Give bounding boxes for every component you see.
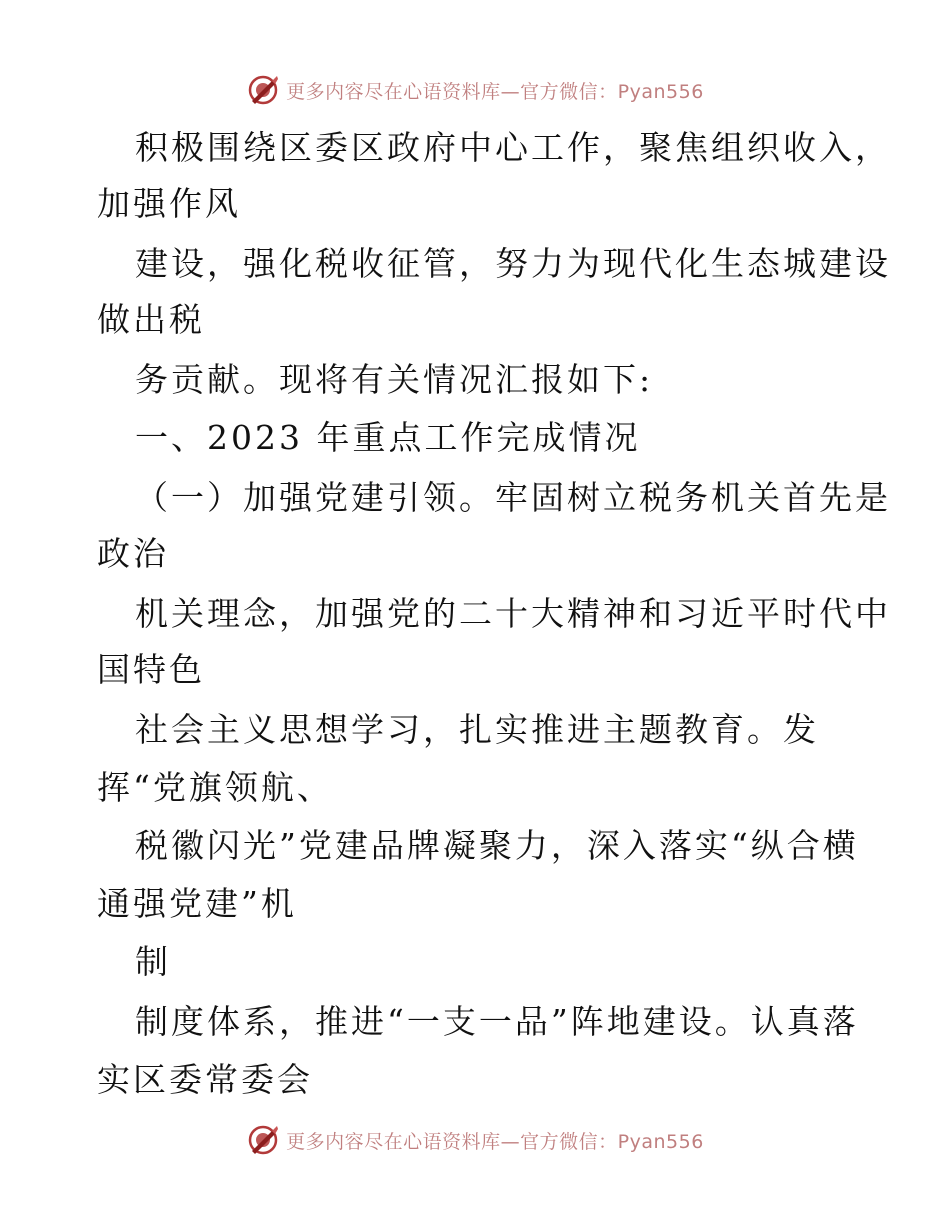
watermark-footer <box>0 1120 950 1160</box>
subsection-line: （一）加强党建引领。牢固树立税务机关首先是 <box>135 478 891 517</box>
text-line: 制 <box>135 942 171 981</box>
text-line: 建设，强化税收征管，努力为现代化生态城建设 <box>135 244 891 283</box>
text-line: 社会主义思想学习，扎实推进主题教育。发 <box>135 710 819 749</box>
text-line: 制度体系，推进“一支一品”阵地建设。认真落 <box>135 1002 859 1041</box>
text-line: 务贡献。现将有关情况汇报如下: <box>135 360 654 399</box>
watermark-text: 更多内容尽在心语资料库—官方微信：Pyan556 <box>286 1130 704 1153</box>
text-line: 政治 <box>97 534 169 573</box>
text-line: 机关理念，加强党的二十大精神和习近平时代中 <box>135 594 891 633</box>
pen-logo-icon <box>246 1123 280 1157</box>
text-line: 做出税 <box>97 300 205 339</box>
text-line: 税徽闪光”党建品牌凝聚力，深入落实“纵合横 <box>135 826 859 865</box>
text-line: 实区委常委会 <box>97 1060 313 1099</box>
section-heading: 一、2023 年重点工作完成情况 <box>135 418 641 457</box>
text-line: 挥“党旗领航、 <box>97 768 333 807</box>
watermark-text: 更多内容尽在心语资料库—官方微信：Pyan556 <box>286 80 704 103</box>
text-line: 加强作风 <box>97 184 241 223</box>
text-line: 国特色 <box>97 650 205 689</box>
text-line: 通强党建”机 <box>97 884 297 923</box>
text-line: 积极围绕区委区政府中心工作，聚焦组织收入， <box>135 128 891 167</box>
